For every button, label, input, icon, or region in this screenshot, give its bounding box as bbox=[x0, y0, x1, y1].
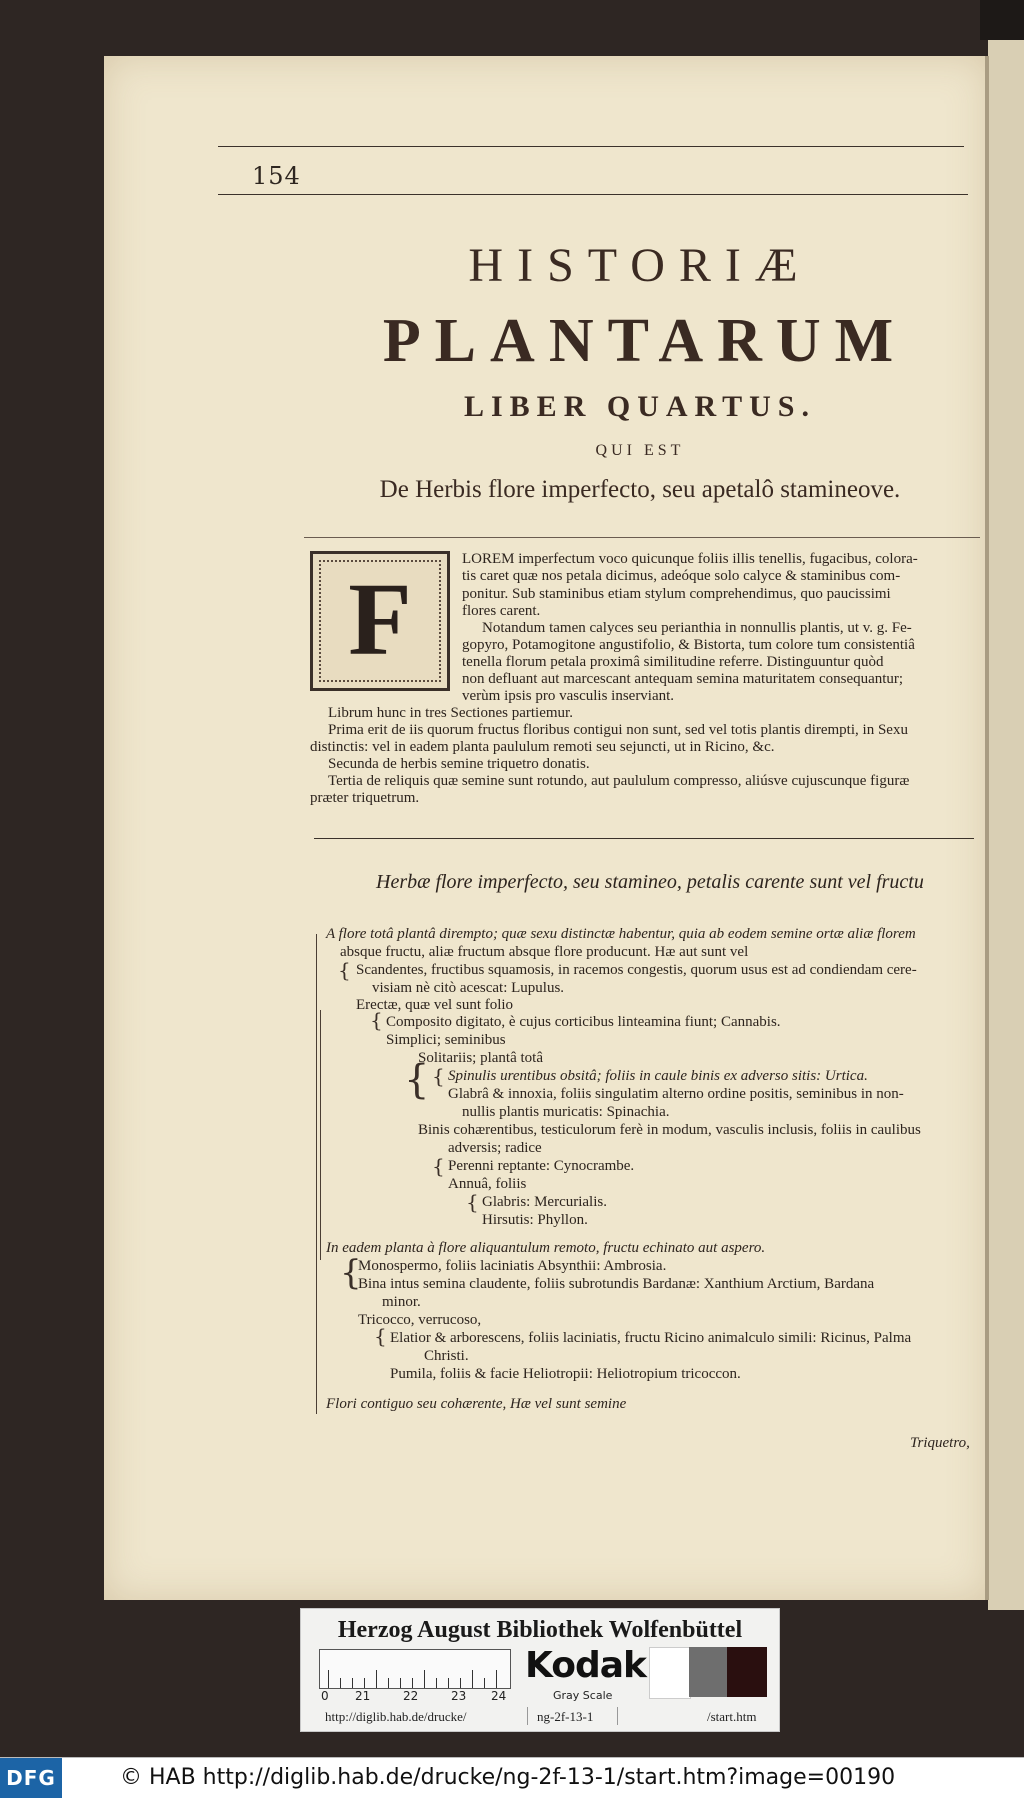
scale-number: 24 bbox=[491, 1689, 507, 1703]
section-heading: Herbæ flore imperfecto, seu stamineo, petalis carente sunt vel fructu bbox=[376, 871, 924, 893]
tree-line-text: Tricocco, verrucoso, bbox=[358, 1312, 482, 1328]
title-line-1: HISTORIÆ bbox=[468, 239, 812, 292]
title-line-3: LIBER QUARTUS. bbox=[463, 390, 816, 423]
gray-swatch-light bbox=[649, 1647, 691, 1699]
tree-line-text: Composito digitato, è cujus corticibus linteamina fiunt; Cannabis. bbox=[386, 1014, 781, 1030]
title-rule bbox=[304, 537, 980, 538]
scale-number: 22 bbox=[403, 1689, 419, 1703]
library-name: Herzog August Bibliothek Wolfenbüttel bbox=[337, 1617, 743, 1643]
brace-glyph: { bbox=[404, 1057, 430, 1103]
separator bbox=[617, 1707, 618, 1725]
intro-line: ponitur. Sub staminibus etiam stylum comprehendimus, quo paucissimi bbox=[462, 586, 891, 602]
scale-number: 21 bbox=[355, 1689, 371, 1703]
tree-line-text: absque fructu, aliæ fructum absque flore producunt. Hæ aut sunt vel bbox=[340, 944, 749, 960]
intro-line: flores carent. bbox=[462, 603, 541, 619]
section-rule bbox=[314, 838, 974, 839]
kodak-logo: Kodak bbox=[525, 1645, 646, 1686]
tree-line-text: visiam nè citò acescat: Lupulus. bbox=[372, 980, 565, 996]
tree-line-text: Annuâ, foliis bbox=[448, 1176, 527, 1192]
archive-card bbox=[300, 1608, 780, 1732]
tree-line-text: Elatior & arborescens, foliis laciniatis, fructu Ricino animalculo simili: Ricinus, Palma bbox=[390, 1330, 912, 1346]
intro-line: verùm ipsis pro vasculis inserviant. bbox=[462, 688, 675, 704]
page-gutter bbox=[985, 56, 989, 1600]
intro-line: non defluant aut marcescant antequam semina maturitatem consequantur; bbox=[462, 671, 904, 687]
tree-line-text: Glabris: Mercurialis. bbox=[482, 1194, 607, 1210]
gray-swatch-mid bbox=[689, 1647, 727, 1697]
tree-line-text: Monospermo, foliis laciniatis Absynthii: Ambrosia. bbox=[358, 1258, 667, 1274]
tree-line-text: Christi. bbox=[424, 1348, 469, 1364]
tree-line-text: Pumila, foliis & facie Heliotropii: Heliotropium tricoccon. bbox=[390, 1366, 741, 1382]
title-line-5: De Herbis flore imperfecto, seu apetalô stamineove. bbox=[379, 476, 901, 503]
tree-line-text: A flore totâ plantâ dirempto; quæ sexu distinctæ habentur, quia ab eodem semine ortæ aliæ florem bbox=[326, 926, 916, 942]
tree-line-text: Spinulis urentibus obsitâ; foliis in caule binis ex adverso sitis: Urtica. bbox=[448, 1068, 868, 1084]
gray-swatch-dark bbox=[727, 1647, 767, 1697]
dfg-logo[interactable]: DFG bbox=[0, 1758, 62, 1798]
brace-glyph: { bbox=[370, 1008, 383, 1032]
separator bbox=[527, 1707, 528, 1725]
intro-line: præter triquetrum. bbox=[310, 790, 420, 806]
intro-line: Notandum tamen calyces seu perianthia in nonnullis plantis, ut v. g. Fe- bbox=[482, 620, 912, 636]
brace-glyph: { bbox=[466, 1190, 479, 1214]
intro-line: gopyro, Potamogitone angustifolio, & Bistorta, tum colore tum consistentiâ bbox=[462, 637, 915, 653]
gray-scale-label: Gray Scale bbox=[553, 1689, 613, 1702]
footer-bar bbox=[0, 1757, 1024, 1798]
tree-line-text: Simplici; seminibus bbox=[386, 1032, 506, 1048]
brace-glyph: { bbox=[340, 1253, 362, 1293]
scale-number: 23 bbox=[451, 1689, 467, 1703]
brace-glyph: { bbox=[374, 1324, 387, 1348]
tree-line-text: Scandentes, fructibus squamosis, in racemos congestis, quorum usus est ad condiendam cere- bbox=[356, 962, 917, 978]
tree-line bbox=[320, 1010, 321, 1260]
title-line-2: PLANTARUM bbox=[382, 307, 908, 375]
brace-glyph: { bbox=[432, 1154, 445, 1178]
tree-line-text: Binis cohærentibus, testiculorum ferè in modum, vasculis inclusis, foliis in caulibus bbox=[418, 1122, 921, 1138]
tree-line-text: In eadem planta à flore aliquantulum remoto, fructu echinato aut aspero. bbox=[326, 1240, 766, 1256]
tree-line-text: Flori contiguo seu cohærente, Hæ vel sunt semine bbox=[326, 1396, 627, 1412]
tree-line-text: nullis plantis muricatis: Spinachia. bbox=[462, 1104, 670, 1120]
copyright-link[interactable]: © HAB http://diglib.hab.de/drucke/ng-2f-13-1/start.htm?image=00190 bbox=[120, 1765, 896, 1790]
tree-line bbox=[316, 934, 317, 1414]
tree-line-text: Perenni reptante: Cynocrambe. bbox=[448, 1158, 635, 1174]
intro-line: distinctis: vel in eadem planta paululum remoti seu sejuncti, ut in Ricino, &c. bbox=[310, 739, 775, 755]
page-number: 154 bbox=[252, 162, 301, 190]
brace-glyph: { bbox=[338, 958, 351, 982]
intro-line: Prima erit de iis quorum fructus floribus contigui non sunt, sed vel totis plantis dirempti, in Sexu bbox=[328, 722, 908, 738]
tree-line-text: Bina intus semina claudente, foliis subrotundis Bardanæ: Xanthium Arctium, Bardana bbox=[358, 1276, 875, 1292]
page-edge bbox=[988, 40, 1024, 1610]
intro-line: Librum hunc in tres Sectiones partiemur. bbox=[328, 705, 573, 721]
intro-line: Tertia de reliquis quæ semine sunt rotundo, aut paululum compresso, aliúsve cujuscunque figuræ bbox=[328, 773, 910, 789]
drop-cap-ornament bbox=[310, 551, 450, 691]
tree-line-text: Erectæ, quæ vel sunt folio bbox=[356, 997, 514, 1013]
drop-cap-letter: F bbox=[348, 562, 412, 677]
intro-line: tis caret quæ nos petala dicimus, adeóque solo calyce & staminibus com- bbox=[462, 568, 901, 584]
catchword: Triquetro, bbox=[910, 1435, 970, 1451]
tree-line-text: minor. bbox=[382, 1294, 421, 1310]
scale-number: 0 bbox=[321, 1689, 329, 1703]
title-line-4: QUI EST bbox=[595, 442, 685, 459]
tree-line-text: Hirsutis: Phyllon. bbox=[482, 1212, 588, 1228]
tree-line-text: adversis; radice bbox=[448, 1140, 542, 1156]
tree-line-text: Solitariis; plantâ totâ bbox=[418, 1050, 543, 1066]
brace-glyph: { bbox=[432, 1064, 445, 1088]
intro-line: tenella florum petala proximâ similitudine referre. Distinguuntur quòd bbox=[462, 654, 884, 670]
measurement-scale bbox=[319, 1649, 511, 1689]
shadow bbox=[980, 0, 1024, 40]
intro-line: Secunda de herbis semine triquetro donatis. bbox=[328, 756, 590, 772]
tree-line-text: Glabrâ & innoxia, foliis singulatim alterno ordine positis, seminibus in non- bbox=[448, 1086, 904, 1102]
card-id: ng-2f-13-1 bbox=[537, 1709, 594, 1724]
card-url: http://diglib.hab.de/drucke/ bbox=[325, 1709, 467, 1724]
header-rule-top bbox=[218, 146, 964, 147]
card-path: /start.htm bbox=[707, 1709, 757, 1724]
header-rule-bottom bbox=[218, 194, 968, 195]
intro-line: LOREM imperfectum voco quicunque foliis illis tenellis, fugacibus, colora- bbox=[462, 551, 918, 567]
